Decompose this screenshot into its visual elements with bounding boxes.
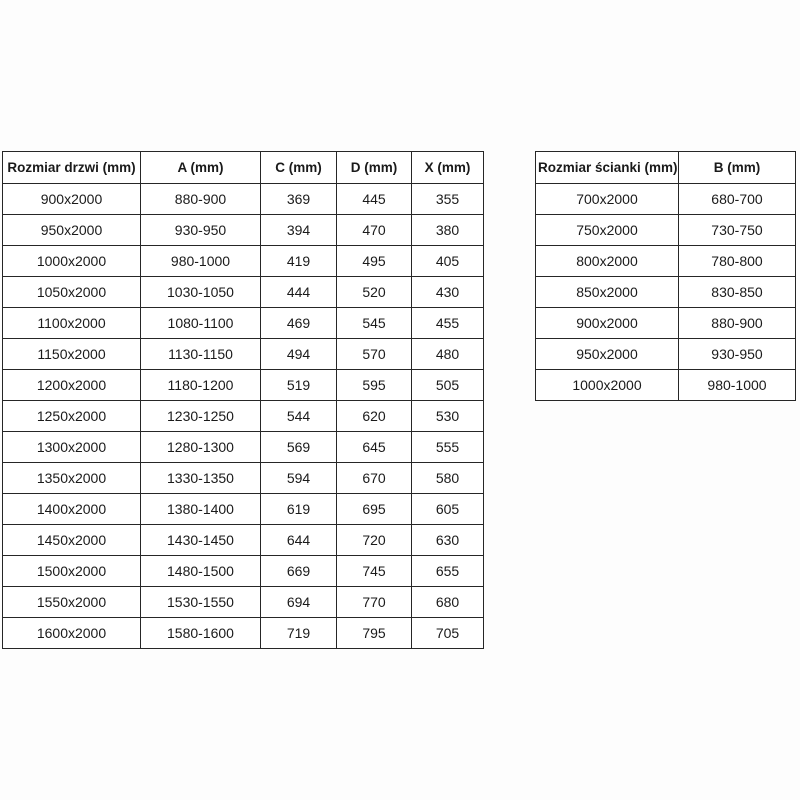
table-row — [3, 184, 484, 215]
table-cell: 880-900 — [141, 184, 261, 215]
table-cell: 930-950 — [141, 215, 261, 246]
table-row — [3, 494, 484, 525]
table-cell: 1400x2000 — [3, 494, 141, 525]
table-cell: 950x2000 — [536, 339, 679, 370]
table-row — [3, 277, 484, 308]
table-cell: 1000x2000 — [536, 370, 679, 401]
table-cell: 1100x2000 — [3, 308, 141, 339]
table-cell: 1580-1600 — [141, 618, 261, 649]
column-header: B (mm) — [679, 152, 796, 184]
table-cell: 570 — [337, 339, 412, 370]
table-cell: 595 — [337, 370, 412, 401]
table-cell: 720 — [337, 525, 412, 556]
table-cell: 619 — [261, 494, 337, 525]
table-row — [536, 308, 796, 339]
table-cell: 1280-1300 — [141, 432, 261, 463]
table-cell: 719 — [261, 618, 337, 649]
table-cell: 580 — [412, 463, 484, 494]
table-row — [3, 556, 484, 587]
table-row — [3, 618, 484, 649]
table-row — [3, 463, 484, 494]
table-cell: 669 — [261, 556, 337, 587]
table-row — [536, 184, 796, 215]
table-cell: 1430-1450 — [141, 525, 261, 556]
table-cell: 1230-1250 — [141, 401, 261, 432]
table-cell: 830-850 — [679, 277, 796, 308]
wall-size-table — [535, 151, 796, 401]
table-cell: 1300x2000 — [3, 432, 141, 463]
table-cell: 1530-1550 — [141, 587, 261, 618]
column-header: A (mm) — [141, 152, 261, 184]
table-cell: 700x2000 — [536, 184, 679, 215]
header-row — [536, 152, 796, 184]
table-row — [3, 339, 484, 370]
column-header: C (mm) — [261, 152, 337, 184]
table-row — [3, 587, 484, 618]
table-cell: 405 — [412, 246, 484, 277]
table-cell: 980-1000 — [141, 246, 261, 277]
table-cell: 1480-1500 — [141, 556, 261, 587]
table-cell: 455 — [412, 308, 484, 339]
table-cell: 1180-1200 — [141, 370, 261, 401]
table-cell: 419 — [261, 246, 337, 277]
table-row — [3, 215, 484, 246]
table-row — [3, 432, 484, 463]
table-row — [3, 246, 484, 277]
table-row — [3, 525, 484, 556]
table-cell: 1330-1350 — [141, 463, 261, 494]
table-cell: 930-950 — [679, 339, 796, 370]
table-cell: 530 — [412, 401, 484, 432]
table-cell: 605 — [412, 494, 484, 525]
table-row — [3, 308, 484, 339]
table-cell: 394 — [261, 215, 337, 246]
table-cell: 950x2000 — [3, 215, 141, 246]
table-cell: 470 — [337, 215, 412, 246]
table-cell: 630 — [412, 525, 484, 556]
table-cell: 795 — [337, 618, 412, 649]
table-cell: 644 — [261, 525, 337, 556]
table-cell: 680 — [412, 587, 484, 618]
door-size-table-head — [3, 152, 484, 184]
table-cell: 655 — [412, 556, 484, 587]
wall-size-table-body — [536, 184, 796, 401]
table-cell: 445 — [337, 184, 412, 215]
table-cell: 1000x2000 — [3, 246, 141, 277]
table-cell: 444 — [261, 277, 337, 308]
table-row — [3, 401, 484, 432]
column-header: Rozmiar drzwi (mm) — [3, 152, 141, 184]
table-cell: 980-1000 — [679, 370, 796, 401]
table-cell: 545 — [337, 308, 412, 339]
table-cell: 730-750 — [679, 215, 796, 246]
table-cell: 594 — [261, 463, 337, 494]
table-cell: 1250x2000 — [3, 401, 141, 432]
table-row — [536, 277, 796, 308]
table-row — [536, 246, 796, 277]
wall-size-table-head — [536, 152, 796, 184]
table-cell: 694 — [261, 587, 337, 618]
table-cell: 900x2000 — [3, 184, 141, 215]
column-header: Rozmiar ścianki (mm) — [536, 152, 679, 184]
table-cell: 680-700 — [679, 184, 796, 215]
table-cell: 1200x2000 — [3, 370, 141, 401]
table-cell: 800x2000 — [536, 246, 679, 277]
table-cell: 1050x2000 — [3, 277, 141, 308]
table-cell: 880-900 — [679, 308, 796, 339]
table-cell: 750x2000 — [536, 215, 679, 246]
table-cell: 469 — [261, 308, 337, 339]
table-cell: 1450x2000 — [3, 525, 141, 556]
table-cell: 1600x2000 — [3, 618, 141, 649]
table-cell: 620 — [337, 401, 412, 432]
table-cell: 569 — [261, 432, 337, 463]
table-row — [536, 370, 796, 401]
table-cell: 1550x2000 — [3, 587, 141, 618]
table-cell: 1030-1050 — [141, 277, 261, 308]
table-cell: 430 — [412, 277, 484, 308]
table-cell: 745 — [337, 556, 412, 587]
table-cell: 900x2000 — [536, 308, 679, 339]
table-cell: 555 — [412, 432, 484, 463]
table-cell: 695 — [337, 494, 412, 525]
table-cell: 544 — [261, 401, 337, 432]
table-cell: 1380-1400 — [141, 494, 261, 525]
table-cell: 670 — [337, 463, 412, 494]
header-row — [3, 152, 484, 184]
table-cell: 1080-1100 — [141, 308, 261, 339]
table-row — [536, 215, 796, 246]
column-header: D (mm) — [337, 152, 412, 184]
table-cell: 780-800 — [679, 246, 796, 277]
table-cell: 770 — [337, 587, 412, 618]
table-row — [3, 370, 484, 401]
door-size-table — [2, 151, 484, 649]
table-cell: 1500x2000 — [3, 556, 141, 587]
table-cell: 519 — [261, 370, 337, 401]
table-cell: 645 — [337, 432, 412, 463]
table-cell: 850x2000 — [536, 277, 679, 308]
table-cell: 480 — [412, 339, 484, 370]
table-cell: 380 — [412, 215, 484, 246]
table-cell: 520 — [337, 277, 412, 308]
table-cell: 705 — [412, 618, 484, 649]
door-size-table-body — [3, 184, 484, 649]
table-cell: 495 — [337, 246, 412, 277]
table-cell: 1130-1150 — [141, 339, 261, 370]
table-cell: 505 — [412, 370, 484, 401]
table-cell: 1150x2000 — [3, 339, 141, 370]
table-cell: 355 — [412, 184, 484, 215]
table-cell: 494 — [261, 339, 337, 370]
table-cell: 369 — [261, 184, 337, 215]
table-cell: 1350x2000 — [3, 463, 141, 494]
table-row — [536, 339, 796, 370]
column-header: X (mm) — [412, 152, 484, 184]
